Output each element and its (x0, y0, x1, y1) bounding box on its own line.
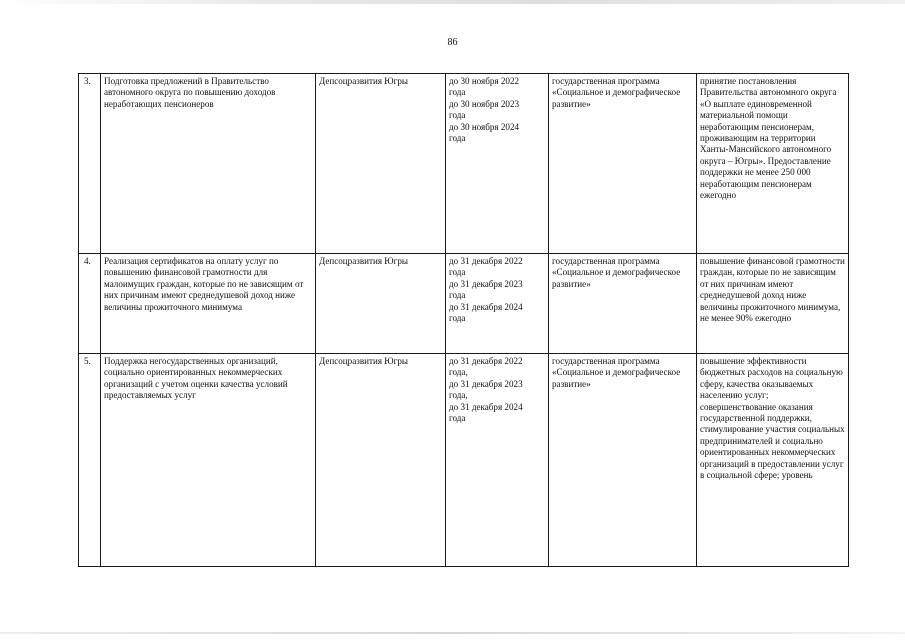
row-number: 4. (79, 254, 101, 354)
result-cell: принятие постановления Правительства автономного округа «О выплате единовременной материальной помощи неработающим пенсионерам, проживающим на территории Ханты-Мансийского автономного округа – Югры». Предоставление поддержки не менее 250 000 неработающим пенсионерам ежегодно (697, 74, 849, 254)
executor-cell: Депсоцразвития Югры (316, 354, 446, 567)
table-row (79, 74, 849, 254)
event-cell: Поддержка негосударственных организаций, социально ориентированных некоммерческих организаций с учетом оценки качества условий предоставляемых услуг (101, 354, 316, 567)
result-cell: повышение эффективности бюджетных расходов на социальную сферу, качества оказываемых населению услуг; совершенствование оказания государственной поддержки, стимулирование участия социальных предпринимателей и социально ориентированных некоммерческих организаций в предоставлении услуг в социальной сфере; уровень (697, 354, 849, 567)
event-cell: Подготовка предложений в Правительство автономного округа по повышению доходов неработающих пенсионеров (101, 74, 316, 254)
scan-edge-top (0, 0, 905, 4)
dates-cell: до 31 декабря 2022 года, до 31 декабря 2023 года, до 31 декабря 2024 года (446, 354, 549, 567)
scan-edge-bottom (0, 632, 905, 634)
dates-cell: до 30 ноября 2022 года до 30 ноября 2023 года до 30 ноября 2024 года (446, 74, 549, 254)
program-cell: государственная программа «Социальное и демографическое развитие» (549, 354, 697, 567)
measures-table (78, 73, 849, 567)
row-number: 3. (79, 74, 101, 254)
table-row (79, 354, 849, 567)
table-row (79, 254, 849, 354)
program-cell: государственная программа «Социальное и демографическое развитие» (549, 74, 697, 254)
row-number: 5. (79, 354, 101, 567)
program-cell: государственная программа «Социальное и демографическое развитие» (549, 254, 697, 354)
dates-cell: до 31 декабря 2022 года до 31 декабря 2023 года до 31 декабря 2024 года (446, 254, 549, 354)
executor-cell: Депсоцразвития Югры (316, 74, 446, 254)
executor-cell: Депсоцразвития Югры (316, 254, 446, 354)
result-cell: повышение финансовой грамотности граждан, которые по не зависящим от них причинам имеют среднедушевой доход ниже величины прожиточного минимума, не менее 90% ежегодно (697, 254, 849, 354)
event-cell: Реализация сертификатов на оплату услуг по повышению финансовой грамотности для малоимущих граждан, которые по не зависящим от них причинам имеют среднедушевой доход ниже величины прожиточного минимума (101, 254, 316, 354)
page-number: 86 (447, 37, 458, 48)
